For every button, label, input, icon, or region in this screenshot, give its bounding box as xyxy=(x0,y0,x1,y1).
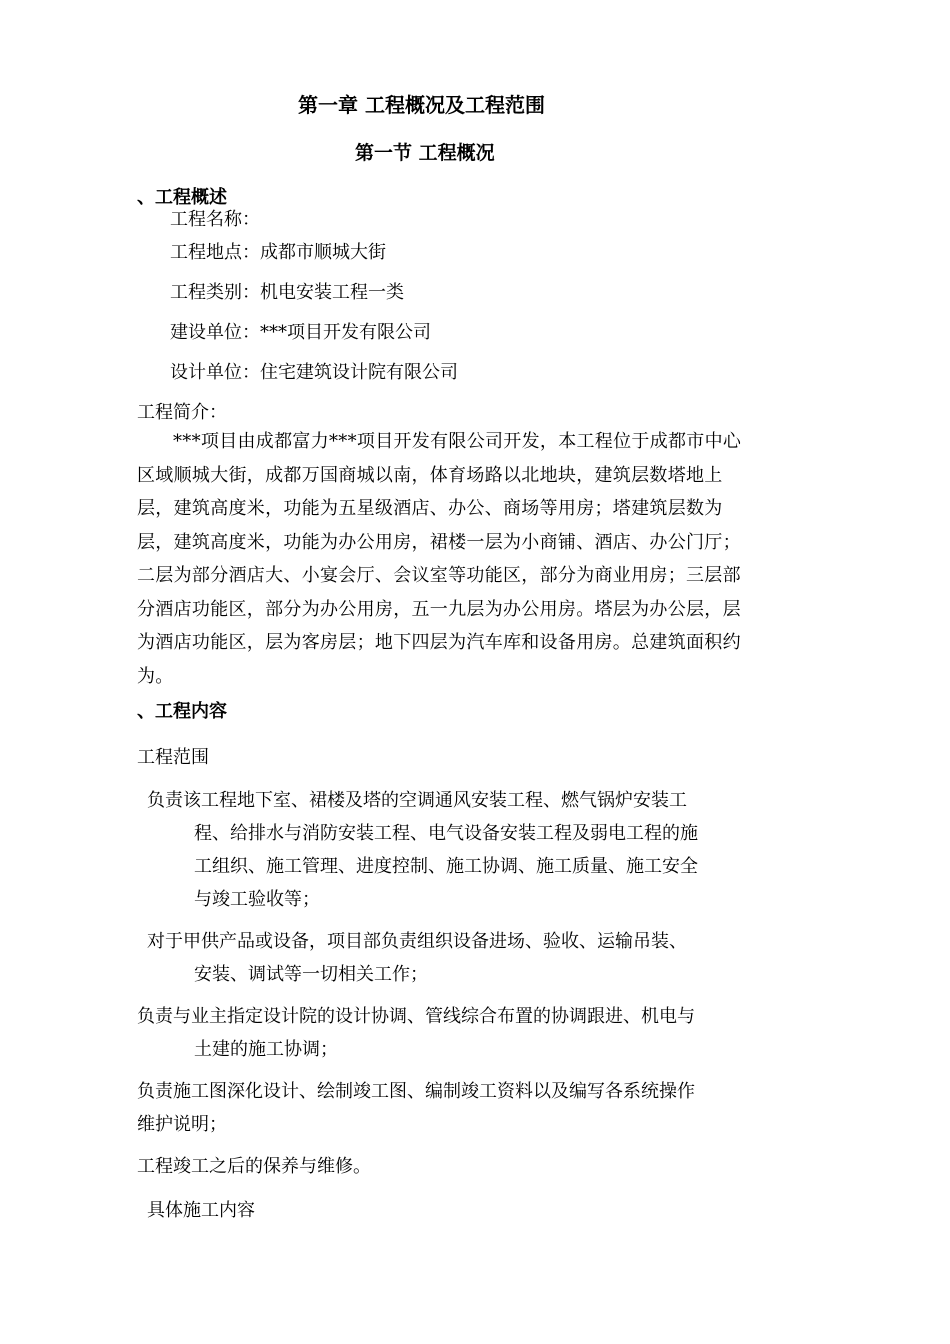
scope-item-2-line-1: 对于甲供产品或设备，项目部负责组织设备进场、验收、运输吊装、 xyxy=(147,931,687,952)
scope-item-4-line-1: 负责施工图深化设计、绘制竣工图、编制竣工资料以及编写各系统操作 xyxy=(137,1081,695,1102)
scope-item-1-line-2: 程、给排水与消防安装工程、电气设备安装工程及弱电工程的施 xyxy=(194,823,698,844)
project-owner: 建设单位：***项目开发有限公司 xyxy=(170,322,431,343)
scope-item-3-line-1: 负责与业主指定设计院的设计协调、管线综合布置的协调跟进、机电与 xyxy=(137,1006,695,1027)
project-designer: 设计单位：住宅建筑设计院有限公司 xyxy=(170,362,458,383)
project-location: 工程地点：成都市顺城大街 xyxy=(170,242,386,263)
scope-item-2-line-2: 安装、调试等一切相关工作； xyxy=(194,964,428,985)
scope-item-5: 工程竣工之后的保养与维修。 xyxy=(137,1156,371,1177)
overview-heading: 、工程概述 xyxy=(137,187,227,208)
section-title: 第一节 工程概况 xyxy=(355,142,495,164)
project-category: 工程类别：机电安装工程一类 xyxy=(170,282,404,303)
detail-label: 具体施工内容 xyxy=(147,1200,255,1221)
chapter-title: 第一章 工程概况及工程范围 xyxy=(298,93,545,117)
scope-item-3-line-2: 土建的施工协调； xyxy=(194,1039,338,1060)
content-heading: 、工程内容 xyxy=(137,701,227,722)
scope-item-1-line-4: 与竣工验收等； xyxy=(194,889,320,910)
scope-item-4-line-2: 维护说明； xyxy=(137,1114,227,1135)
scope-item-1-line-3: 工组织、施工管理、进度控制、施工协调、施工质量、施工安全 xyxy=(194,856,698,877)
project-name-label: 工程名称： xyxy=(170,209,260,230)
scope-label: 工程范围 xyxy=(137,747,209,768)
intro-label: 工程简介： xyxy=(137,402,227,423)
intro-paragraph: ***项目由成都富力***项目开发有限公司开发，本工程位于成都市中心区域顺城大街，成都万国商城以南，体育场路以北地块，建筑层数塔地上层，建筑高度米，功能为五星级酒店、办公、商场等用房；塔建筑层数为层，建筑高度米，功能为办公用房，裙楼一层为小商铺、酒店、办公门厅；二层为部分酒店大、小宴会厅、会议室等功能区，部分为商业用房；三层部分酒店功能区，部分为办公用房，五一九层为办公用房。塔层为办公层，层为酒店功能区，层为客房层；地下四层为汽车库和设备用房。总建筑面积约为。 xyxy=(137,431,742,687)
scope-item-1-line-1: 负责该工程地下室、裙楼及塔的空调通风安装工程、燃气锅炉安装工 xyxy=(147,790,687,811)
